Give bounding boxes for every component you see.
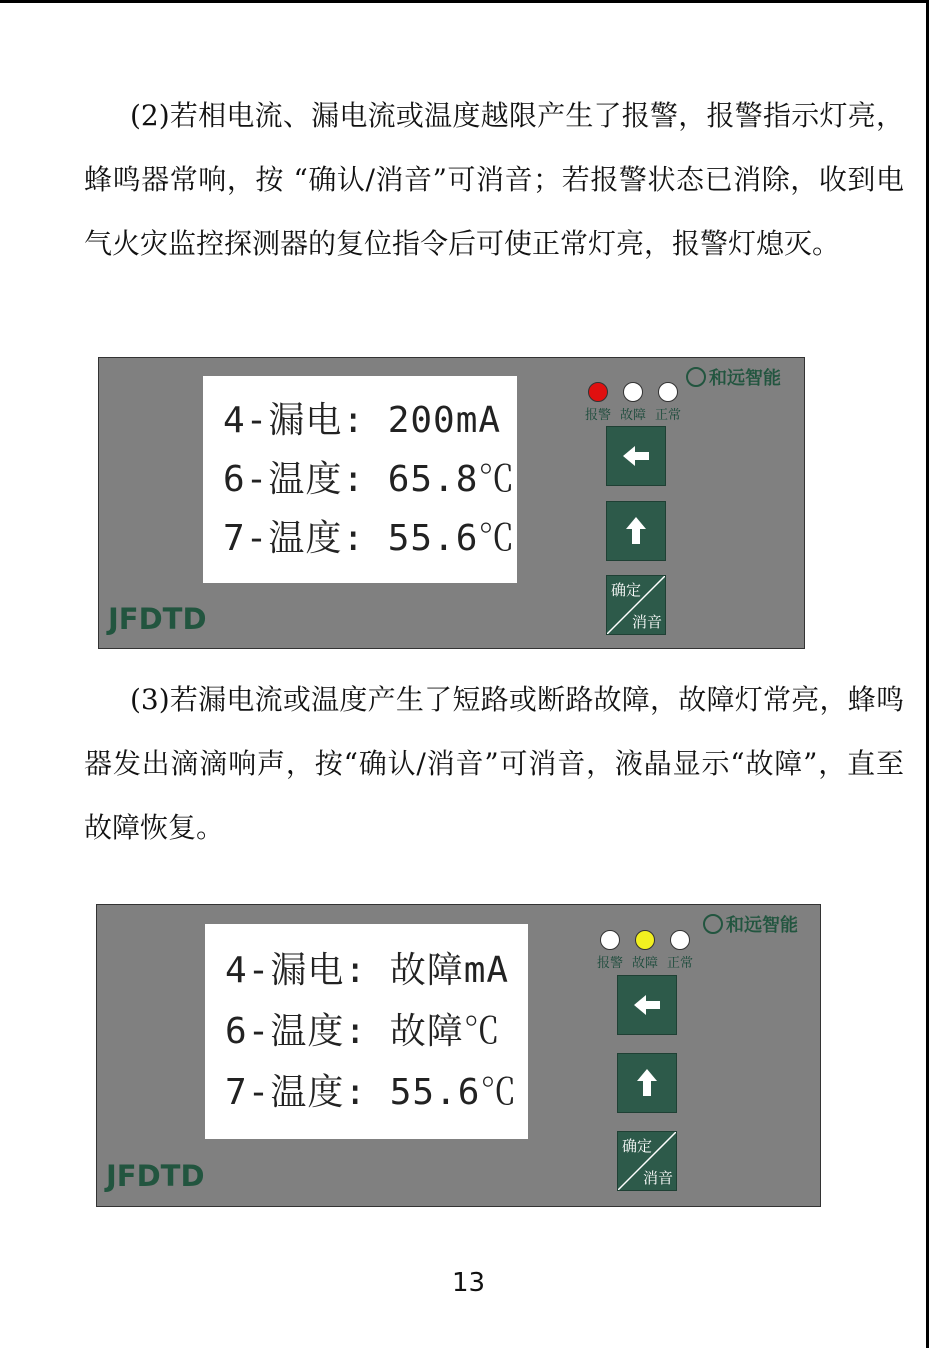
device-panel-fault [96,904,821,1207]
brand-name: 和远智能 [709,368,781,389]
up-button[interactable] [617,1053,677,1113]
alarm-lamp [600,930,620,950]
confirm-label: 确定 [622,1137,653,1155]
brand-logo-icon [686,367,706,387]
alarm-lamp [588,382,608,402]
arrow-left-icon [607,427,665,485]
left-button[interactable] [606,426,666,486]
fault-lamp-label: 故障 [632,956,659,971]
mute-label: 消音 [631,613,662,631]
fault-lamp [635,930,655,950]
alarm-lamp-label: 报警 [597,956,624,971]
arrow-left-icon [618,976,676,1034]
paragraph-fault: (3)若漏电流或温度产生了短路或断路故障，故障灯常亮，蜂鸣器发出滴滴响声，按“确认/消音”可消音，液晶显示“故障”，直至故障恢复。 [84,683,904,844]
normal-lamp [658,382,678,402]
lcd-row: 6-温度: 故障℃ [225,1011,501,1052]
model-label: JFDTD [106,1159,205,1193]
lcd-row: 4-漏电: 故障mA [225,950,510,991]
lcd-row: 4-漏电: 200mA [223,400,502,441]
page-number: 13 [451,1268,486,1298]
normal-lamp [670,930,690,950]
page-border-top [0,0,928,3]
confirm-label: 确定 [611,581,642,599]
left-button[interactable] [617,975,677,1035]
alarm-lamp-label: 报警 [585,408,612,423]
arrow-up-icon [618,1054,676,1112]
fault-lamp [623,382,643,402]
lcd-row: 7-温度: 55.6℃ [223,518,516,559]
paragraph-alarm: (2)若相电流、漏电流或温度越限产生了报警，报警指示灯亮，蜂鸣器常响，按 “确认/消音”可消音；若报警状态已消除，收到电气火灾监控探测器的复位指令后可使正常灯亮，报警灯熄灭。 [84,99,904,260]
lcd-row: 6-温度: 65.8℃ [223,459,516,500]
fault-lamp-label: 故障 [620,408,647,423]
arrow-up-icon [607,502,665,560]
lcd-display [205,924,528,1139]
page-border-right [926,0,929,1348]
confirm-mute-button[interactable] [617,1131,677,1191]
normal-lamp-label: 正常 [667,956,694,971]
lcd-display [203,376,517,583]
brand-logo-icon [703,914,723,934]
brand-name: 和远智能 [726,915,798,936]
up-button[interactable] [606,501,666,561]
mute-label: 消音 [642,1169,673,1187]
confirm-mute-button[interactable] [606,575,666,635]
brand-logo [686,364,781,390]
lcd-row: 7-温度: 55.6℃ [225,1072,518,1113]
model-label: JFDTD [108,602,207,636]
device-panel-alarm [98,357,805,649]
brand-logo [703,911,798,937]
normal-lamp-label: 正常 [655,408,682,423]
